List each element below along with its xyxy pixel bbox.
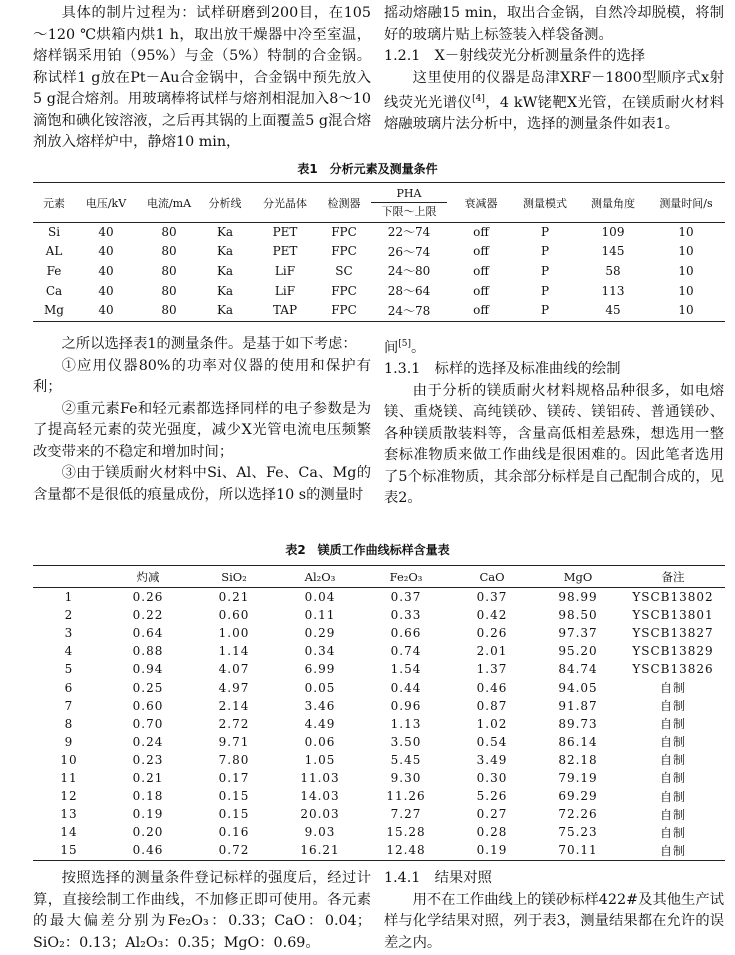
table-cell: 0.96 bbox=[390, 698, 422, 713]
table-cell: 自制 bbox=[659, 753, 686, 768]
table-cell: 0.16 bbox=[218, 825, 250, 840]
table-cell: 72.26 bbox=[558, 807, 598, 822]
table-cell: 1.13 bbox=[390, 716, 422, 731]
paragraph-reason-1: ①应用仪器80%的功率对仪器的使用和保护有利； bbox=[33, 357, 371, 395]
table-cell: 0.26 bbox=[132, 590, 164, 605]
table-cell: 3 bbox=[64, 626, 74, 641]
table-cell: 4.07 bbox=[218, 662, 250, 677]
table-cell: 0.70 bbox=[132, 716, 164, 731]
table-cell: 0.11 bbox=[304, 608, 336, 623]
table-cell: 113 bbox=[601, 283, 625, 298]
table-row bbox=[33, 715, 725, 733]
table-cell: 86.14 bbox=[558, 734, 598, 749]
t1-header: 测量模式 bbox=[523, 196, 567, 210]
table-cell: 1.05 bbox=[304, 752, 336, 767]
citation-5: [5] bbox=[398, 339, 412, 349]
table-row bbox=[33, 751, 725, 769]
table-cell: 26～74 bbox=[387, 244, 431, 259]
table2-body bbox=[33, 588, 725, 859]
table-cell: AL bbox=[45, 244, 63, 259]
table-cell: 0.46 bbox=[132, 843, 164, 858]
table-row bbox=[33, 642, 725, 660]
table-cell: 91.87 bbox=[558, 698, 598, 713]
table-row bbox=[33, 805, 725, 823]
t2-header: Al₂O₃ bbox=[304, 570, 336, 584]
table-cell: 7.27 bbox=[390, 807, 422, 822]
table-cell: 6 bbox=[64, 680, 74, 695]
table-cell: 0.06 bbox=[304, 734, 336, 749]
table-cell: 0.74 bbox=[390, 644, 422, 659]
right-column-middle bbox=[384, 334, 724, 510]
table-row bbox=[33, 769, 725, 787]
table-cell: 2.14 bbox=[218, 698, 250, 713]
table-cell: 0.28 bbox=[476, 825, 508, 840]
table-cell: 0.54 bbox=[476, 734, 508, 749]
table-row bbox=[33, 733, 725, 751]
table-cell: 自制 bbox=[659, 717, 686, 732]
table-cell: 10 bbox=[678, 224, 694, 239]
table-cell: YSCB13826 bbox=[632, 662, 714, 677]
left-column-middle bbox=[33, 334, 371, 506]
table-cell: 24～80 bbox=[387, 264, 431, 279]
table-cell: 6.99 bbox=[304, 662, 336, 677]
table2-caption: 表2 镁质工作曲线标样含量表 bbox=[285, 543, 450, 557]
paragraph-time-end bbox=[384, 334, 724, 359]
table-cell: PET bbox=[272, 244, 298, 259]
t2-header: Fe₂O₃ bbox=[389, 570, 423, 584]
table-cell: 3.46 bbox=[304, 698, 336, 713]
paragraph-sample-prep: 具体的制片过程为：试样研磨到200目，在105～120 ℃烘箱内烘1 h，取出放干燥器中冷至室温，熔样锅采用铂（95%）与金（5%）特制的合金锅。称试样1 g放在Pt－Au合金锅中，合金锅中预先放入5 g混合熔剂。用玻璃棒将试样与熔剂相混加入8～10滴饱和碘化铵溶液，之后再其锅的上面覆盖5 g混合熔剂放入熔样炉中，静熔10 min， bbox=[33, 5, 371, 150]
table-cell: 15.28 bbox=[386, 825, 426, 840]
table-cell: 12.48 bbox=[386, 843, 426, 858]
table-cell: 0.64 bbox=[132, 626, 164, 641]
t2-header: 备注 bbox=[661, 570, 685, 584]
table-cell: 自制 bbox=[659, 681, 686, 696]
table-cell: 1.02 bbox=[476, 716, 508, 731]
table-cell: 28～64 bbox=[387, 284, 431, 299]
time-text-end: 。 bbox=[411, 339, 426, 356]
table-cell: 40 bbox=[98, 244, 114, 259]
table-cell: 82.18 bbox=[558, 752, 598, 767]
table-cell: Ca bbox=[45, 283, 63, 298]
table-cell: 11.26 bbox=[386, 789, 426, 804]
table-cell: LiF bbox=[274, 283, 296, 298]
table-cell: 1.54 bbox=[390, 662, 422, 677]
table-cell: 0.60 bbox=[132, 698, 164, 713]
table-cell: 0.66 bbox=[390, 626, 422, 641]
right-column-bottom bbox=[384, 868, 724, 954]
paragraph-reason-2: ②重元素Fe和轻元素都选择同样的电子参数是为了提高轻元素的荧光强度，减少X光管电流电压频繁改变带来的不稳定和增加时间； bbox=[33, 400, 371, 460]
table-cell: 95.20 bbox=[558, 644, 598, 659]
table-cell: 0.22 bbox=[132, 608, 164, 623]
table-cell: YSCB13801 bbox=[632, 608, 714, 623]
table-cell: Ka bbox=[216, 283, 234, 298]
table-row bbox=[33, 624, 725, 642]
t1-header: 分析线 bbox=[208, 196, 242, 210]
paragraph-instrument bbox=[384, 68, 724, 136]
table-cell: 69.29 bbox=[558, 789, 598, 804]
table1-caption: 表1 分析元素及测量条件 bbox=[297, 162, 438, 176]
table-cell: 0.27 bbox=[476, 807, 508, 822]
table-cell: 2.72 bbox=[218, 716, 250, 731]
table-cell: FPC bbox=[331, 283, 357, 298]
pha-label: PHA bbox=[371, 187, 447, 203]
table-cell: off bbox=[473, 263, 489, 278]
table-cell: 1 bbox=[64, 590, 74, 605]
table-cell: P bbox=[540, 263, 550, 278]
table-cell: 0.15 bbox=[218, 807, 250, 822]
table-cell: 0.26 bbox=[476, 626, 508, 641]
table-cell: 10 bbox=[678, 303, 694, 318]
table-row bbox=[33, 261, 725, 281]
t2-header bbox=[33, 566, 105, 588]
t2-header: CaO bbox=[479, 570, 505, 584]
table-cell: 45 bbox=[605, 303, 621, 318]
table-cell: 7.80 bbox=[218, 752, 250, 767]
table-cell: 0.25 bbox=[132, 680, 164, 695]
table-cell: Ka bbox=[216, 224, 234, 239]
table-cell: 10 bbox=[60, 752, 78, 767]
table-cell: 9.71 bbox=[218, 734, 250, 749]
table-cell: 7 bbox=[64, 698, 74, 713]
table-cell: 40 bbox=[98, 263, 114, 278]
table-cell: 4.49 bbox=[304, 716, 336, 731]
table-row bbox=[33, 841, 725, 859]
table-cell: 94.05 bbox=[558, 680, 598, 695]
table-cell: 0.21 bbox=[218, 590, 250, 605]
table-cell: off bbox=[473, 224, 489, 239]
table-cell: 0.33 bbox=[390, 608, 422, 623]
table-row bbox=[33, 588, 725, 606]
table-cell: P bbox=[540, 303, 550, 318]
table-cell: FPC bbox=[331, 224, 357, 239]
t1-header-pha bbox=[367, 183, 451, 222]
table-row bbox=[33, 678, 725, 696]
table-cell: 0.15 bbox=[218, 789, 250, 804]
table-cell: 0.60 bbox=[218, 608, 250, 623]
t2-header: SiO₂ bbox=[221, 570, 247, 584]
paragraph-calibration: 按照选择的测量条件登记标样的强度后，经过计算，直接绘制工作曲线，不加修正即可使用。各元素的最大偏差分别为Fe₂O₃：0.33；CaO：0.04；SiO₂：0.13；Al₂O₃：0.35；MgO：0.69。 bbox=[33, 870, 371, 951]
table-cell: 自制 bbox=[659, 789, 686, 804]
table-cell: 79.19 bbox=[558, 770, 598, 785]
paragraph-reasons-intro: 之所以选择表1的测量条件。是基于如下考虑： bbox=[61, 336, 357, 352]
table-cell: 0.37 bbox=[390, 590, 422, 605]
table-cell: 8 bbox=[64, 716, 74, 731]
table1-body bbox=[33, 222, 725, 320]
left-column-bottom bbox=[33, 868, 371, 954]
t2-header: 灼减 bbox=[136, 570, 160, 584]
table-cell: 11 bbox=[60, 770, 78, 785]
table-cell: 24～78 bbox=[387, 303, 431, 318]
section-heading-1-2-1: 1.2.1 X－射线荧光分析测量条件的选择 bbox=[384, 48, 646, 64]
table-cell: 20.03 bbox=[300, 807, 340, 822]
table-cell: TAP bbox=[272, 303, 298, 318]
table-cell: 109 bbox=[601, 224, 625, 239]
table-cell: FPC bbox=[331, 303, 357, 318]
table-cell: 145 bbox=[601, 244, 625, 259]
table-cell: 15 bbox=[60, 843, 78, 858]
table-row bbox=[33, 242, 725, 262]
table-cell: 40 bbox=[98, 303, 114, 318]
t1-header: 衰减器 bbox=[464, 196, 498, 210]
table-cell: 22～74 bbox=[387, 225, 431, 240]
table-cell: P bbox=[540, 283, 550, 298]
table-cell: off bbox=[473, 303, 489, 318]
table-cell: 1.14 bbox=[218, 644, 250, 659]
table-cell: 0.30 bbox=[476, 770, 508, 785]
table-cell: 75.23 bbox=[558, 825, 598, 840]
table-cell: 14.03 bbox=[300, 789, 340, 804]
table-cell: 58 bbox=[605, 263, 621, 278]
table-cell: 0.34 bbox=[304, 644, 336, 659]
table-cell: 3.50 bbox=[390, 734, 422, 749]
t1-header: 电流/mA bbox=[146, 196, 192, 210]
table-cell: 84.74 bbox=[558, 662, 598, 677]
table-cell: 9.03 bbox=[304, 825, 336, 840]
table-cell: 0.72 bbox=[218, 843, 250, 858]
table-cell: off bbox=[473, 283, 489, 298]
table-row bbox=[33, 823, 725, 841]
table-row bbox=[33, 222, 725, 242]
table-cell: 11.03 bbox=[300, 770, 340, 785]
table-cell: 0.42 bbox=[476, 608, 508, 623]
table1-bottom-rule bbox=[33, 321, 725, 322]
table-row bbox=[33, 281, 725, 301]
t1-header: 元素 bbox=[43, 196, 65, 210]
section-heading-1-3-1: 1.3.1 标样的选择及标准曲线的绘制 bbox=[384, 361, 621, 378]
table-cell: YSCB13827 bbox=[632, 626, 714, 641]
table-cell: Fe bbox=[46, 263, 62, 278]
table-cell: 80 bbox=[161, 224, 177, 239]
table-cell: 9 bbox=[64, 734, 74, 749]
table-cell: PET bbox=[272, 224, 298, 239]
table-cell: 0.46 bbox=[476, 680, 508, 695]
table-cell: 4 bbox=[64, 644, 74, 659]
paragraph-melting: 摇动熔融15 min，取出合金锅，自然冷却脱模，将制好的玻璃片贴上标签装入样袋备测。 bbox=[384, 5, 724, 43]
table-cell: 5.45 bbox=[390, 752, 422, 767]
table-cell: 13 bbox=[60, 807, 78, 822]
table-cell: 0.21 bbox=[132, 770, 164, 785]
table-cell: 0.24 bbox=[132, 734, 164, 749]
table-cell: 1.37 bbox=[476, 662, 508, 677]
table-cell: 80 bbox=[161, 263, 177, 278]
paragraph-standards: 由于分析的镁质耐火材料规格品种很多，如电熔镁、重烧镁、高纯镁砂、镁砖、镁铝砖、普通镁砂、各种镁质散装料等，含量高低相差悬殊，想选用一整套标准物质来做工作曲线是很困难的。因此笔者选用了5个标准物质，其余部分标样是自己配制合成的，见表2。 bbox=[384, 382, 724, 507]
table-cell: 12 bbox=[60, 789, 78, 804]
table-cell: YSCB13829 bbox=[632, 644, 714, 659]
right-column-top bbox=[384, 3, 724, 136]
table-cell: 0.19 bbox=[476, 843, 508, 858]
table-cell: 5 bbox=[64, 662, 74, 677]
table-cell: 3.49 bbox=[476, 752, 508, 767]
table-cell: 自制 bbox=[659, 735, 686, 750]
table-cell: 80 bbox=[161, 244, 177, 259]
left-column-top bbox=[33, 3, 371, 154]
table-cell: 4.97 bbox=[218, 680, 250, 695]
table-cell: 98.50 bbox=[558, 608, 598, 623]
table-cell: 自制 bbox=[659, 807, 686, 822]
table-cell: 0.44 bbox=[390, 680, 422, 695]
table-row bbox=[33, 300, 725, 320]
table-row bbox=[33, 660, 725, 678]
table-cell: P bbox=[540, 244, 550, 259]
table1-header-row bbox=[33, 183, 725, 222]
table-cell: 0.23 bbox=[132, 752, 164, 767]
table-cell: Si bbox=[47, 224, 61, 239]
table-cell: FPC bbox=[331, 244, 357, 259]
table-row bbox=[33, 606, 725, 624]
table2-standard-contents bbox=[33, 566, 725, 859]
table-cell: 0.37 bbox=[476, 590, 508, 605]
table-cell: 70.11 bbox=[558, 843, 598, 858]
table-row bbox=[33, 697, 725, 715]
table-cell: 97.37 bbox=[558, 626, 598, 641]
t1-header: 分光晶体 bbox=[263, 196, 307, 210]
instrument-text: 这里使用的仪器是岛津XRF－1800型顺序式x射线荧光光谱仪 bbox=[384, 69, 724, 111]
instrument-text-end: ，4 kW铑靶X光管，在镁质耐火材料熔融玻璃片法分析中，选择的测量条件如表1。 bbox=[384, 94, 724, 133]
table-cell: 0.20 bbox=[132, 825, 164, 840]
table-cell: 0.19 bbox=[132, 807, 164, 822]
table-cell: 自制 bbox=[659, 699, 686, 714]
table-cell: SC bbox=[335, 263, 353, 278]
table-cell: 0.29 bbox=[304, 626, 336, 641]
pha-range-label: 下限～上限 bbox=[381, 204, 437, 218]
table-cell: YSCB13802 bbox=[632, 590, 714, 605]
table-cell: P bbox=[540, 224, 550, 239]
table-cell: 14 bbox=[60, 825, 78, 840]
paragraph-reason-3: ③由于镁质耐火材料中Si、Al、Fe、Ca、Mg的含量都不是很低的痕量成份，所以选择10 s的测量时 bbox=[33, 465, 371, 503]
t1-header: 检测器 bbox=[327, 196, 361, 210]
table-cell: 自制 bbox=[659, 843, 686, 858]
t1-header: 电压/kV bbox=[85, 196, 127, 210]
table-cell: 16.21 bbox=[300, 843, 340, 858]
table-cell: 0.17 bbox=[218, 770, 250, 785]
table-cell: 5.26 bbox=[476, 789, 508, 804]
table-cell: 0.04 bbox=[304, 590, 336, 605]
paragraph-results: 用不在工作曲线上的镁砂标样422#及其他生产试样与化学结果对照，列于表3，测量结果都在允许的误差之内。 bbox=[384, 891, 724, 951]
table-cell: 10 bbox=[678, 283, 694, 298]
table-cell: 自制 bbox=[659, 771, 686, 786]
t1-header: 测量角度 bbox=[591, 196, 635, 210]
table2-bottom-rule bbox=[33, 860, 725, 861]
table2-header-row bbox=[33, 566, 725, 588]
table-cell: 80 bbox=[161, 283, 177, 298]
table-cell: 0.05 bbox=[304, 680, 336, 695]
table-cell: 10 bbox=[678, 244, 694, 259]
t1-header: 测量时间/s bbox=[659, 196, 713, 210]
t2-header: MgO bbox=[563, 570, 593, 584]
table-cell: 2.01 bbox=[476, 644, 508, 659]
table-cell: 40 bbox=[98, 283, 114, 298]
table-row bbox=[33, 787, 725, 805]
table-cell: 1.00 bbox=[218, 626, 250, 641]
table-cell: 0.18 bbox=[132, 789, 164, 804]
table-cell: 80 bbox=[161, 303, 177, 318]
table-cell: 40 bbox=[98, 224, 114, 239]
table-cell: 0.87 bbox=[476, 698, 508, 713]
citation-4: [4] bbox=[472, 94, 485, 104]
table-cell: 9.30 bbox=[390, 770, 422, 785]
table-cell: 0.88 bbox=[132, 644, 164, 659]
table-cell: 89.73 bbox=[558, 716, 598, 731]
table-cell: Ka bbox=[216, 263, 234, 278]
table1-measurement-conditions bbox=[33, 183, 725, 320]
table-cell: 10 bbox=[678, 263, 694, 278]
table-cell: 自制 bbox=[659, 825, 686, 840]
table-cell: Mg bbox=[44, 303, 64, 318]
table-cell: 98.99 bbox=[558, 590, 598, 605]
table-cell: Ka bbox=[216, 244, 234, 259]
table-cell: off bbox=[473, 244, 489, 259]
table-cell: LiF bbox=[274, 263, 296, 278]
section-heading-1-4-1: 1.4.1 结果对照 bbox=[384, 870, 492, 886]
time-text: 间 bbox=[384, 339, 399, 356]
table-cell: Ka bbox=[216, 303, 234, 318]
table-cell: 2 bbox=[64, 608, 74, 623]
table-cell: 0.94 bbox=[132, 662, 164, 677]
